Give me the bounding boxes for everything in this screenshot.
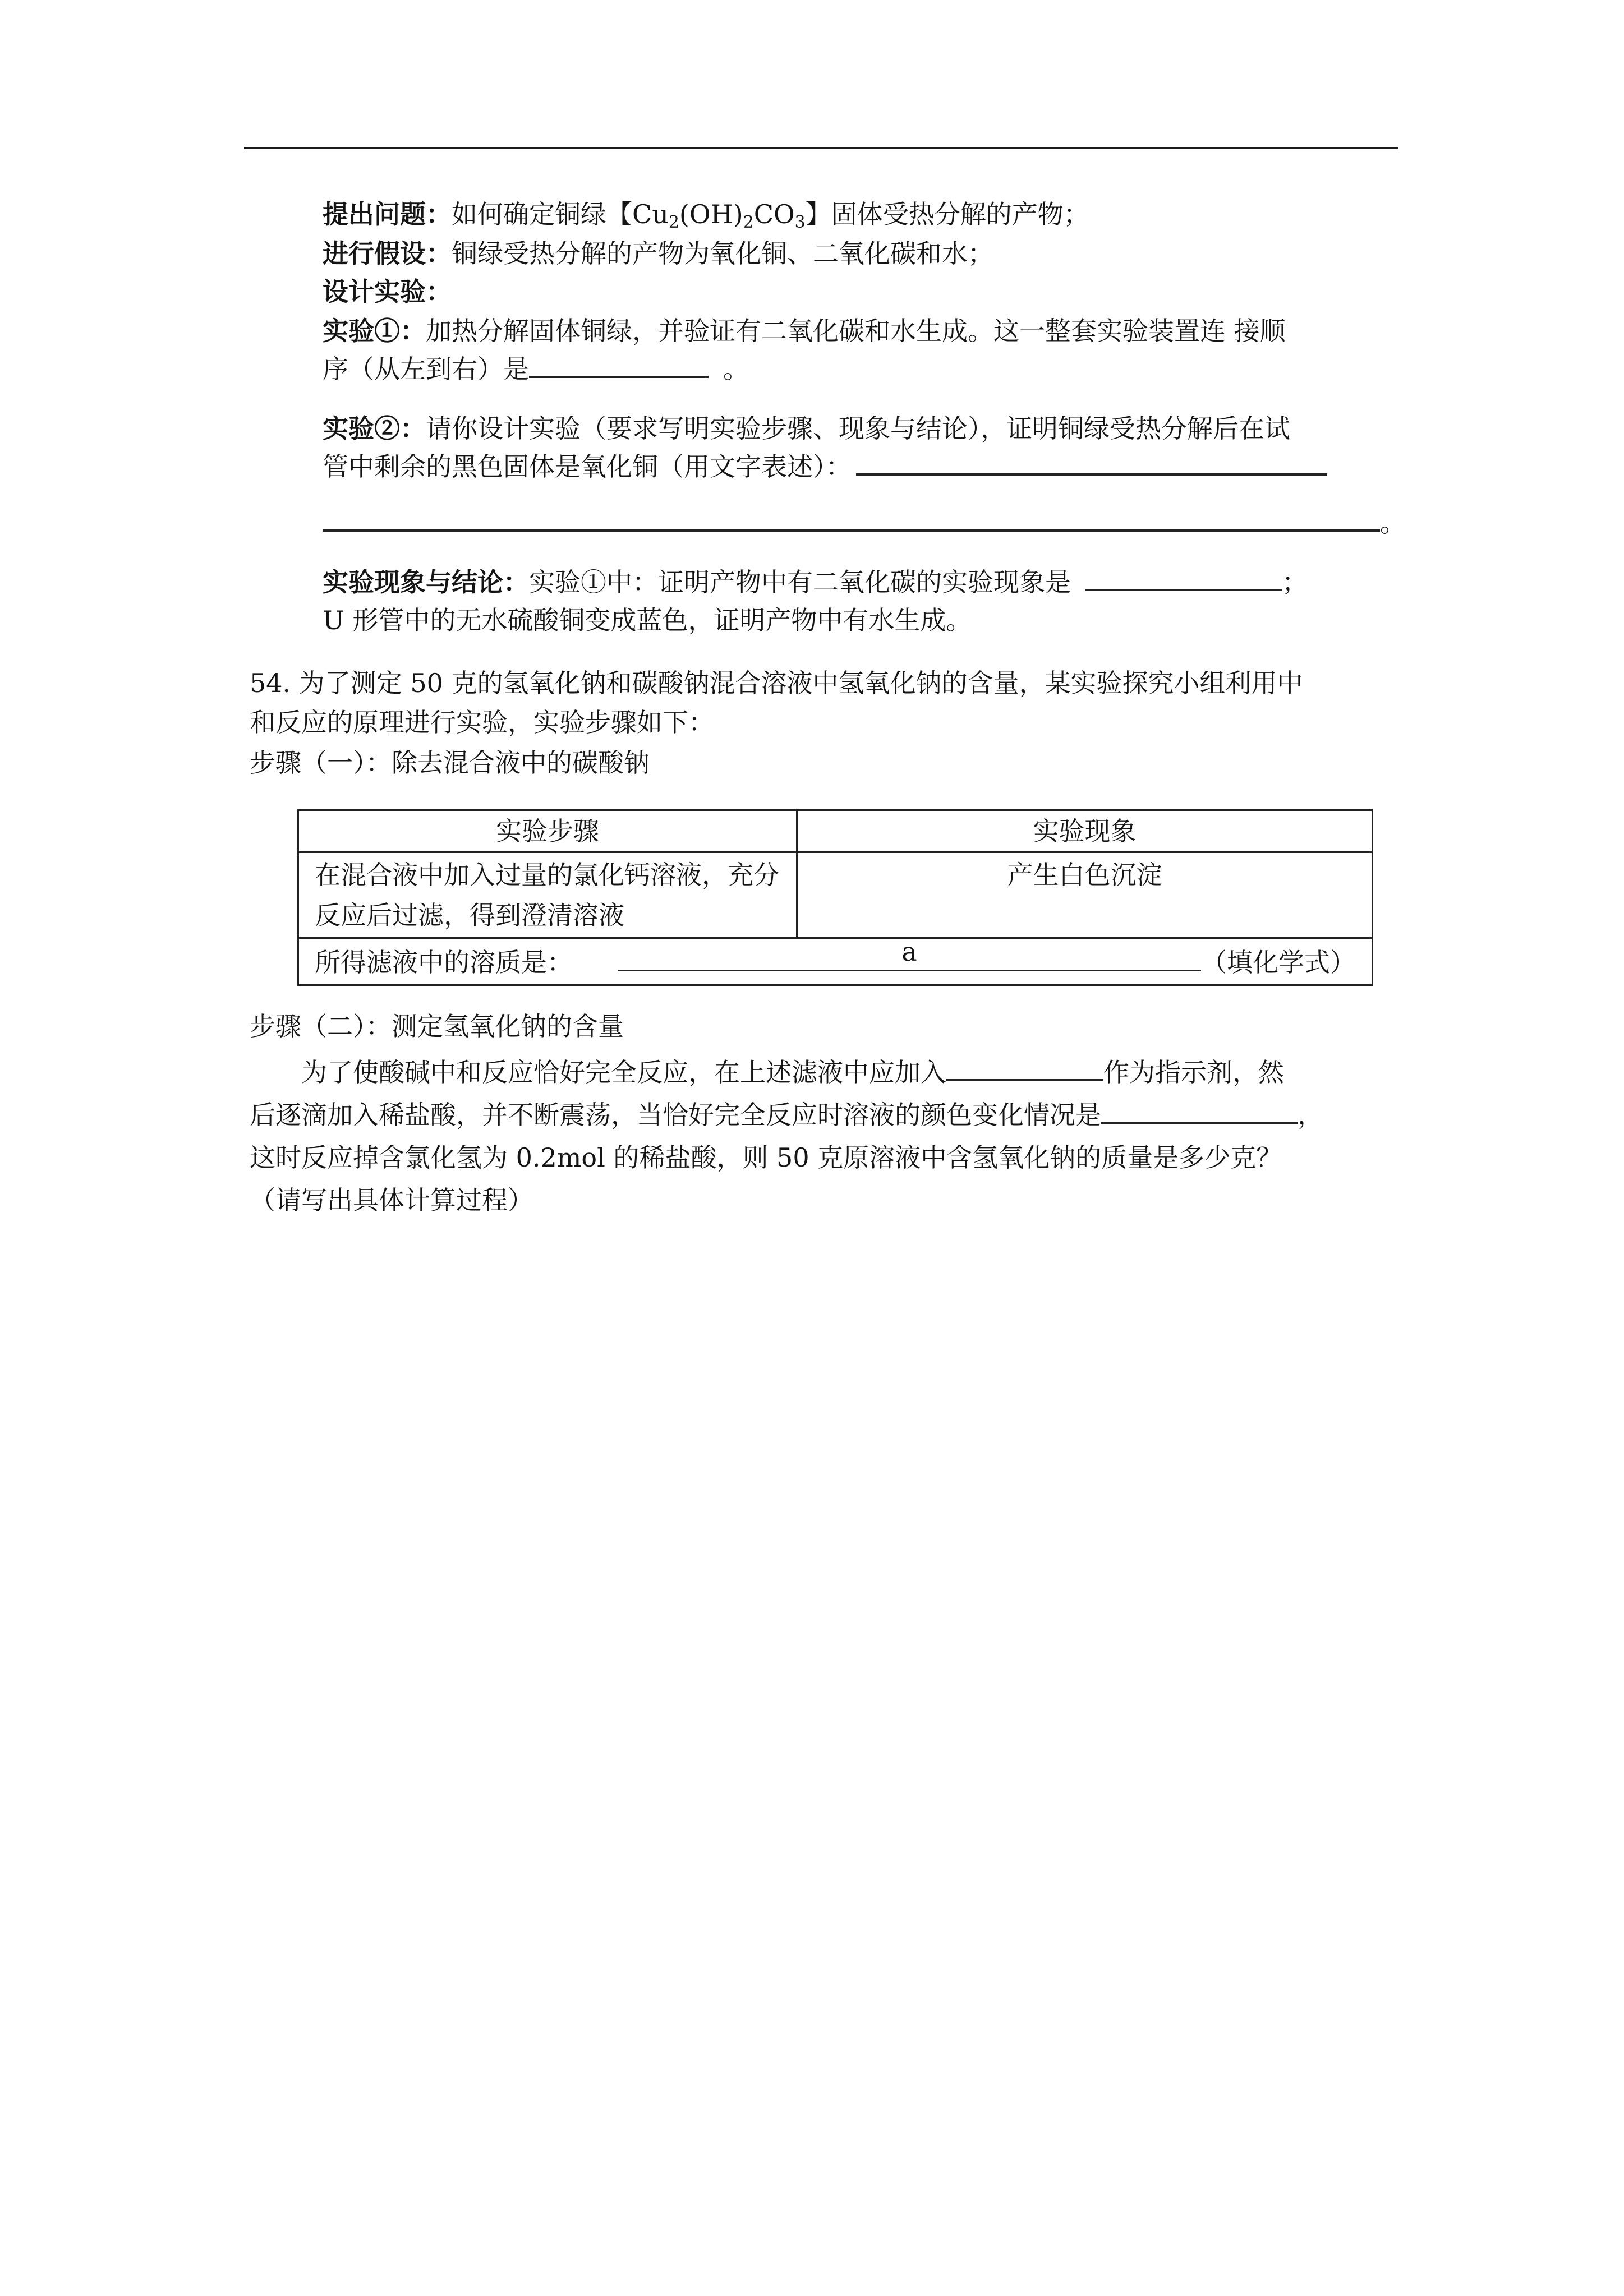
text: 。 [723,354,749,384]
q53-line-1 [323,197,1089,232]
label-hypothesis: 进行假设： [323,238,452,269]
answer-blank-experiment-2[interactable] [856,451,1327,476]
answer-blank-color-change[interactable] [1101,1099,1298,1124]
label-phenomenon-conclusion: 实验现象与结论： [323,567,529,597]
table-cell-step: 在混合液中加入过量的氯化钙溶液，充分反应后过滤，得到澄清溶液 [298,852,797,938]
q53-line-9 [323,565,1308,600]
text: 请你设计实验（要求写明实验步骤、现象与结论），证明铜绿受热分解后在试 [426,413,1290,444]
text: 为了使酸碱中和反应恰好完全反应，在上述滤液中应加入 [301,1057,946,1087]
q53-line-2 [323,237,993,271]
q54-para-line-3: 这时反应掉含氯化氢为 0.2mol 的稀盐酸，则 50 克原溶液中含氢氧化钠的质量是多少克？ [250,1142,1282,1173]
q54-para-line-2 [250,1098,1323,1133]
text: 实验①中：证明产物中有二氧化碳的实验现象是 [529,567,1071,597]
table-header-steps: 实验步骤 [298,810,797,852]
table-row [298,852,1373,938]
answer-blank-apparatus-order[interactable] [529,353,709,378]
answer-blank-co2-phenomenon[interactable] [1085,566,1282,591]
text: 如何确定铜绿【Cu [452,199,669,229]
text: 铜绿受热分解的产物为氧化铜、二氧化碳和水； [452,238,993,269]
subscript: 2 [743,213,754,232]
table-header-phenomenon: 实验现象 [797,810,1373,852]
q53-line-6 [323,412,1290,446]
table-row-solute [298,938,1373,985]
text: ， [1298,1100,1323,1130]
text: (OH) [679,199,743,229]
answer-blank-experiment-2-cont[interactable] [323,507,1380,532]
experiment-table [297,809,1373,986]
q53-line-3 [323,275,452,310]
label-design-experiment: 设计实验： [323,276,452,307]
q54-para-line-4: （请写出具体计算过程） [250,1185,533,1215]
subscript: 2 [668,213,679,232]
table-cell-phenomenon: 产生白色沉淀 [797,852,1373,938]
text: U 形管中的无水硫酸铜变成蓝色，证明产物中有水生成。 [323,605,972,635]
text: 所得滤液中的溶质是： [315,947,573,978]
q53-line-8 [323,506,1406,541]
text: （填化学式） [1201,947,1356,978]
q54-step-1-heading: 步骤（一）：除去混合液中的碳酸钠 [250,748,650,778]
text: 序（从左到右）是 [323,354,529,384]
text: 后逐滴加入稀盐酸，并不断震荡，当恰好完全反应时溶液的颜色变化情况是 [250,1100,1101,1130]
label-experiment-1: 实验①： [323,316,426,346]
table-header-row [298,810,1373,852]
answer-blank-solute[interactable] [618,937,1201,971]
answer-blank-indicator[interactable] [946,1057,1103,1081]
text: 作为指示剂，然 [1103,1057,1284,1087]
header-rule [244,147,1398,149]
q53-line-4 [323,314,1286,349]
q54-line-1: 54. 为了测定 50 克的氢氧化钠和碳酸钠混合溶液中氢氧化钠的含量，某实验探究小组利用中 [250,668,1303,698]
text: ； [1282,567,1308,597]
q54-para-line-1 [301,1055,1284,1090]
q54-line-2: 和反应的原理进行实验，实验步骤如下： [250,707,714,737]
text: 管中剩余的黑色固体是氧化铜（用文字表述）： [323,451,852,482]
q53-line-7 [323,450,1327,485]
q53-line-10 [323,603,972,638]
label-experiment-2: 实验②： [323,413,426,444]
q54-step-2-heading: 步骤（二）：测定氢氧化钠的含量 [250,1011,624,1041]
q53-line-5 [323,352,749,387]
table-cell-solute [298,938,1373,985]
subscript: 3 [794,213,806,232]
text: 加热分解固体铜绿，并验证有二氧化碳和水生成。这一整套实验装置连 接顺 [426,316,1286,346]
text: 】固体受热分解的产物； [805,199,1089,229]
label-propose-question: 提出问题： [323,199,452,229]
text: CO [753,199,795,229]
text: 。 [1380,508,1406,538]
blank-marker: a [901,937,917,967]
